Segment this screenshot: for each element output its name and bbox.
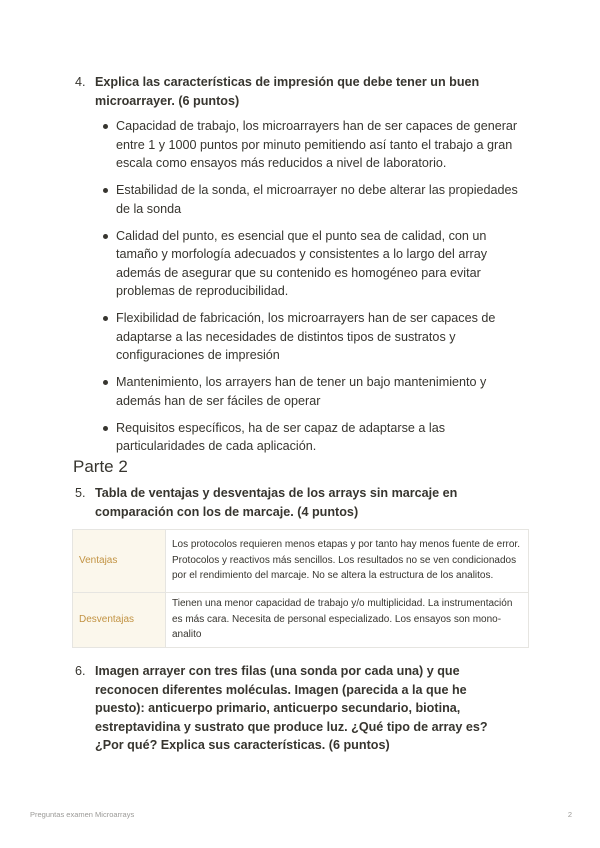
list-item: Mantenimiento, los arrayers han de tener un bajo mantenimiento y además han de ser fáciles de operar <box>100 373 530 410</box>
question-text: Explica las características de impresión que debe tener un buen microarrayer. (6 puntos) <box>95 75 480 108</box>
bullet-icon <box>103 380 108 385</box>
list-item: Calidad del punto, es esencial que el punto sea de calidad, con un tamaño y morfología adecuados y consistentes a lo largo del array además de asegurar que su contenido es homogéneo para evitar problemas de reproducibilidad. <box>100 227 530 301</box>
bullet-icon <box>103 426 108 431</box>
table-cell: Los protocolos requieren menos etapas y por tanto hay menos fuente de error. Protocolos y reactivos más sencillos. Los resultados no se ven condicionados por el rendimiento del marcaje. No se altera la estructura de los analitos. <box>166 530 529 593</box>
bullet-icon <box>103 124 108 129</box>
question-text: Tabla de ventajas y desventajas de los arrays sin marcaje en comparación con los de marcaje. (4 puntos) <box>95 486 458 519</box>
question-4 <box>75 73 515 110</box>
question-number: 6. <box>75 664 86 678</box>
row-header: Desventajas <box>73 593 166 648</box>
list-item: Flexibilidad de fabricación, los microarrayers han de ser capaces de adaptarse a las necesidades de distintos tipos de sustratos y configuraciones de impresión <box>100 309 530 365</box>
bullet-icon <box>103 234 108 239</box>
question-6 <box>75 662 515 755</box>
footer-page-number: 2 <box>567 810 572 819</box>
advantages-table <box>72 529 529 648</box>
question-text: Imagen arrayer con tres filas (una sonda por cada una) y que reconocen diferentes moléculas. Imagen (parecida a la que he puesto): anticuerpo primario, anticuerpo secundario, biotina, estreptavidina y sustrato que produce luz. ¿Qué tipo de array es? ¿Por qué? Explica sus características. (6 puntos) <box>95 664 488 752</box>
bullet-icon <box>103 316 108 321</box>
list-item: Estabilidad de la sonda, el microarrayer no debe alterar las propiedades de la sonda <box>100 181 530 218</box>
question-5 <box>75 484 515 521</box>
list-item: Capacidad de trabajo, los microarrayers han de ser capaces de generar entre 1 y 1000 puntos por minuto pemitiendo así tanto el trabajo a gran escala como ensayos más reducidos a nivel de laboratorio. <box>100 117 530 173</box>
question-number: 5. <box>75 486 86 500</box>
question-4-answer-list <box>100 117 530 464</box>
table-cell: Tienen una menor capacidad de trabajo y/o multiplicidad. La instrumentación es más cara. Necesita de personal especializado. Los ensayos son mono-analito <box>166 593 529 648</box>
table-row <box>73 593 529 648</box>
question-number: 4. <box>75 75 86 89</box>
list-item: Requisitos específicos, ha de ser capaz de adaptarse a las particularidades de cada aplicación. <box>100 419 530 456</box>
footer-document-title: Preguntas examen Microarrays <box>30 810 135 819</box>
bullet-icon <box>103 188 108 193</box>
row-header: Ventajas <box>73 530 166 593</box>
section-heading: Parte 2 <box>73 457 128 476</box>
table-row <box>73 530 529 593</box>
